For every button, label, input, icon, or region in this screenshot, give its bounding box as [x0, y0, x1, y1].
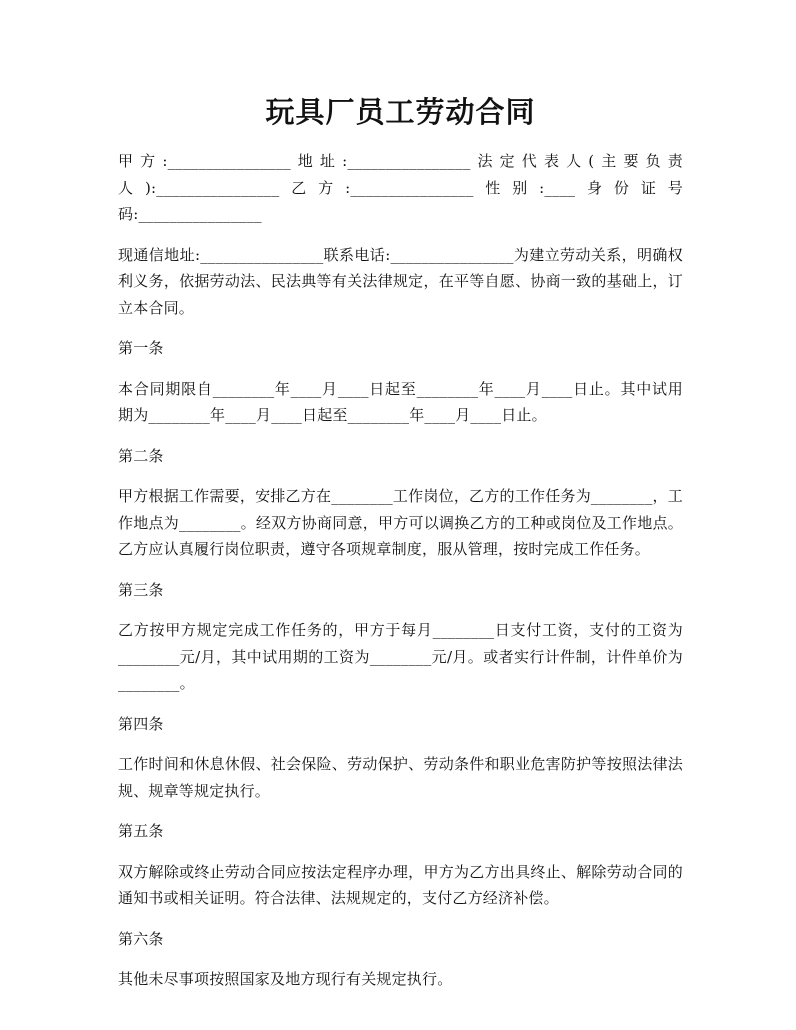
intro-paragraph: 现通信地址:________________联系电话:________________为建立劳动关系，明确权利义务，依据劳动法、民法典等有关法律规定，在平等自愿、协商一致的基础上，订立本合同。: [118, 245, 683, 317]
party-info-paragraph: 甲方:________________地址:________________法定代表人(主要负责人):________________乙方:________________性别:____身份证号码:________________: [118, 152, 683, 223]
article-2-heading: 第二条: [118, 446, 164, 465]
article-4-body: 工作时间和休息休假、社会保险、劳动保护、劳动条件和职业危害防护等按照法律法规、规章等规定执行。: [118, 755, 683, 800]
article-3-body: 乙方按甲方规定完成工作任务的，甲方于每月________日支付工资，支付的工资为________元/月，其中试用期的工资为________元/月。或者实行计件制，计件单价为________。: [118, 621, 683, 692]
document-title: 玩具厂员工劳动合同: [265, 95, 536, 129]
article-5-heading: 第五条: [118, 822, 164, 840]
article-3-heading: 第三条: [118, 580, 164, 599]
article-6-body: 其他未尽事项按照国家及地方现行有关规定执行。: [118, 970, 453, 988]
article-4-heading: 第四条: [118, 714, 164, 733]
article-1-body: 本合同期限自________年____月____日起至________年____月____日止。其中试用期为________年____月____日起至________年____月____日止。: [118, 379, 683, 424]
article-2-body: 甲方根据工作需要，安排乙方在________工作岗位，乙方的工作任务为________，工作地点为________。经双方协商同意，甲方可以调换乙方的工种或岗位及工作地点。乙方应认真履行岗位职责，遵守各项规章制度，服从管理，按时完成工作任务。: [118, 487, 683, 558]
article-1-heading: 第一条: [118, 339, 164, 357]
article-6-heading: 第六条: [118, 929, 164, 948]
article-5-body: 双方解除或终止劳动合同应按法定程序办理，甲方为乙方出具终止、解除劳动合同的通知书或相关证明。符合法律、法规规定的，支付乙方经济补偿。: [118, 862, 683, 907]
